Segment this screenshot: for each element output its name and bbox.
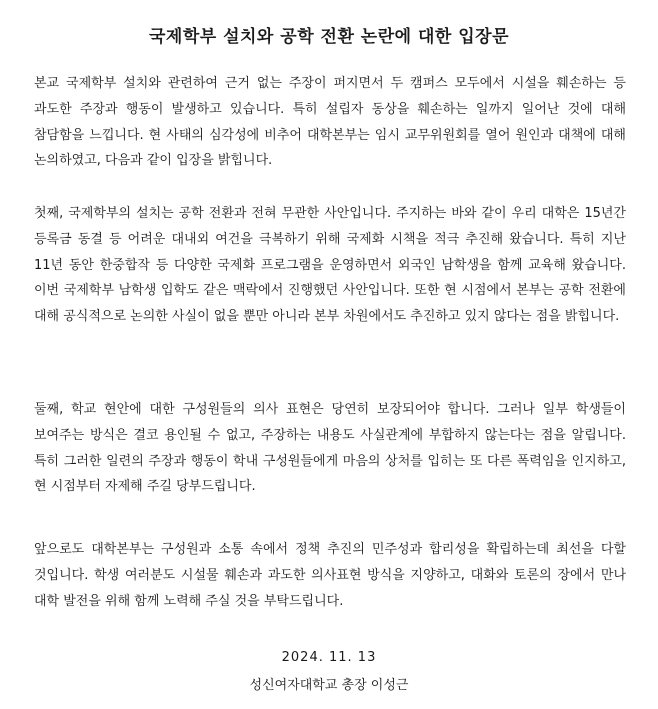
document-date: 2024. 11. 13 bbox=[281, 650, 377, 665]
paragraph-closing: 앞으로도 대학본부는 구성원과 소통 속에서 정책 추진의 민주성과 합리성을 확립하는데 최선을 다할 것입니다. 학생 여러분도 시설물 훼손과 과도한 의사표현 방식을 지양하고, 대화와 토론의 장에서 만나 대학 발전을 위해 함께 노력해 주실 것을 부탁드립니다. bbox=[34, 542, 626, 609]
paragraph-first-point: 첫째, 국제학부의 설치는 공학 전환과 전혀 무관한 사안입니다. 주지하는 바와 같이 우리 대학은 15년간 등록금 동결 등 어려운 대내외 여건을 극복하기 위해 국제화 시책을 적극 추진해 왔습니다. 특히 지난 11년 동안 한중합작 등 다양한 국제화 프로그램을 운영하면서 외국인 남학생을 함께 교육해 왔습니다. 이번 국제학부 남학생 입학도 같은 맥락에서 진행했던 사안입니다. 또한 현 시점에서 본부는 공학 전환에 대해 공식적으로 논의한 사실이 없을 뿐만 아니라 본부 차원에서도 추진하고 있지 않다는 점을 밝힙니다. bbox=[34, 206, 626, 325]
paragraph-second-point: 둘째, 학교 현안에 대한 구성원들의 의사 표현은 당연히 보장되어야 합니다. 그러나 일부 학생들이 보여주는 방식은 결코 용인될 수 없고, 주장하는 내용도 사실관계에 부합하지 않는다는 점을 알립니다. 특히 그러한 일련의 주장과 행동이 학내 구성원들에게 마음의 상처를 입히는 또 다른 폭력임을 인지하고, 현 시점부터 자제해 주길 당부드립니다. bbox=[34, 402, 626, 495]
document-signature: 성신여자대학교 총장 이성근 bbox=[249, 678, 409, 693]
document-title: 국제학부 설치와 공학 전환 논란에 대한 입장문 bbox=[148, 27, 510, 47]
paragraph-intro: 본교 국제학부 설치와 관련하여 근거 없는 주장이 퍼지면서 두 캠퍼스 모두에서 시설을 훼손하는 등 과도한 주장과 행동이 발생하고 있습니다. 특히 설립자 동상을 훼손하는 일까지 일어난 것에 대해 참담함을 느낍니다. 현 사태의 심각성에 비추어 대학본부는 임시 교무위원회를 열어 원인과 대책에 대해 논의하였고, 다음과 같이 입장을 밝힙니다. bbox=[34, 76, 626, 169]
